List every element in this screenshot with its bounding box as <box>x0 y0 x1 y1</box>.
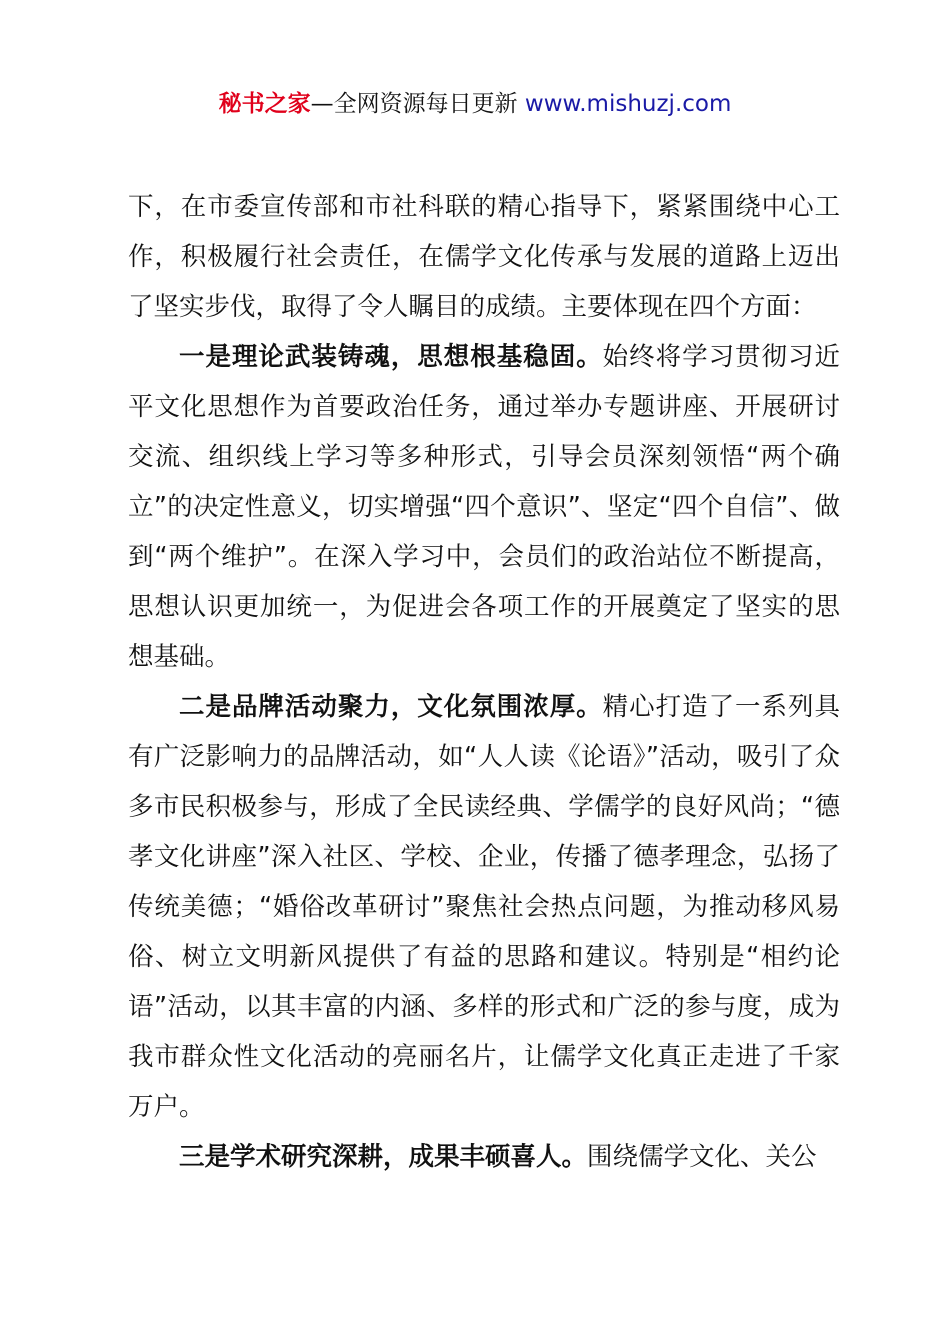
paragraph-intro <box>128 182 840 332</box>
paragraph-lead: 二是品牌活动聚力，文化氛围浓厚。 <box>179 692 603 722</box>
site-url[interactable]: www.mishuzj.com <box>524 91 732 117</box>
document-body <box>128 182 840 1182</box>
page-header <box>0 86 950 122</box>
header-tagline: —全网资源每日更新 <box>310 91 518 117</box>
paragraph-lead: 一是理论武装铸魂，思想根基稳固。 <box>179 342 603 372</box>
paragraph-text: 围绕儒学文化、关公 <box>587 1142 817 1172</box>
paragraph-lead: 三是学术研究深耕，成果丰硕喜人。 <box>179 1142 588 1172</box>
paragraph-text: 精心打造了一系列具有广泛影响力的品牌活动，如“人人读《论语》”活动，吸引了众多市民积极参与，形成了全民读经典、学儒学的良好风尚；“德孝文化讲座”深入社区、学校、企业，传播了德孝理念，弘扬了传统美德；“婚俗改革研讨”聚焦社会热点问题，为推动移风易俗、树立文明新风提供了有益的思路和建议。特别是“相约论语”活动，以其丰富的内涵、多样的形式和广泛的参与度，成为我市群众性文化活动的亮丽名片，让儒学文化真正走进了千家万户。 <box>128 692 840 1122</box>
paragraph-text: 始终将学习贯彻习近平文化思想作为首要政治任务，通过举办专题讲座、开展研讨交流、组织线上学习等多种形式，引导会员深刻领悟“两个确立”的决定性意义，切实增强“四个意识”、坚定“四个自信”、做到“两个维护”。在深入学习中，会员们的政治站位不断提高，思想认识更加统一，为促进会各项工作的开展奠定了坚实的思想基础。 <box>128 342 840 672</box>
paragraph-point-1 <box>128 332 840 682</box>
brand-name: 秘书之家 <box>218 91 311 117</box>
paragraph-text: 下，在市委宣传部和市社科联的精心指导下，紧紧围绕中心工作，积极履行社会责任，在儒学文化传承与发展的道路上迈出了坚实步伐，取得了令人瞩目的成绩。主要体现在四个方面： <box>128 192 840 322</box>
paragraph-point-2 <box>128 682 840 1132</box>
paragraph-point-3 <box>128 1132 840 1182</box>
